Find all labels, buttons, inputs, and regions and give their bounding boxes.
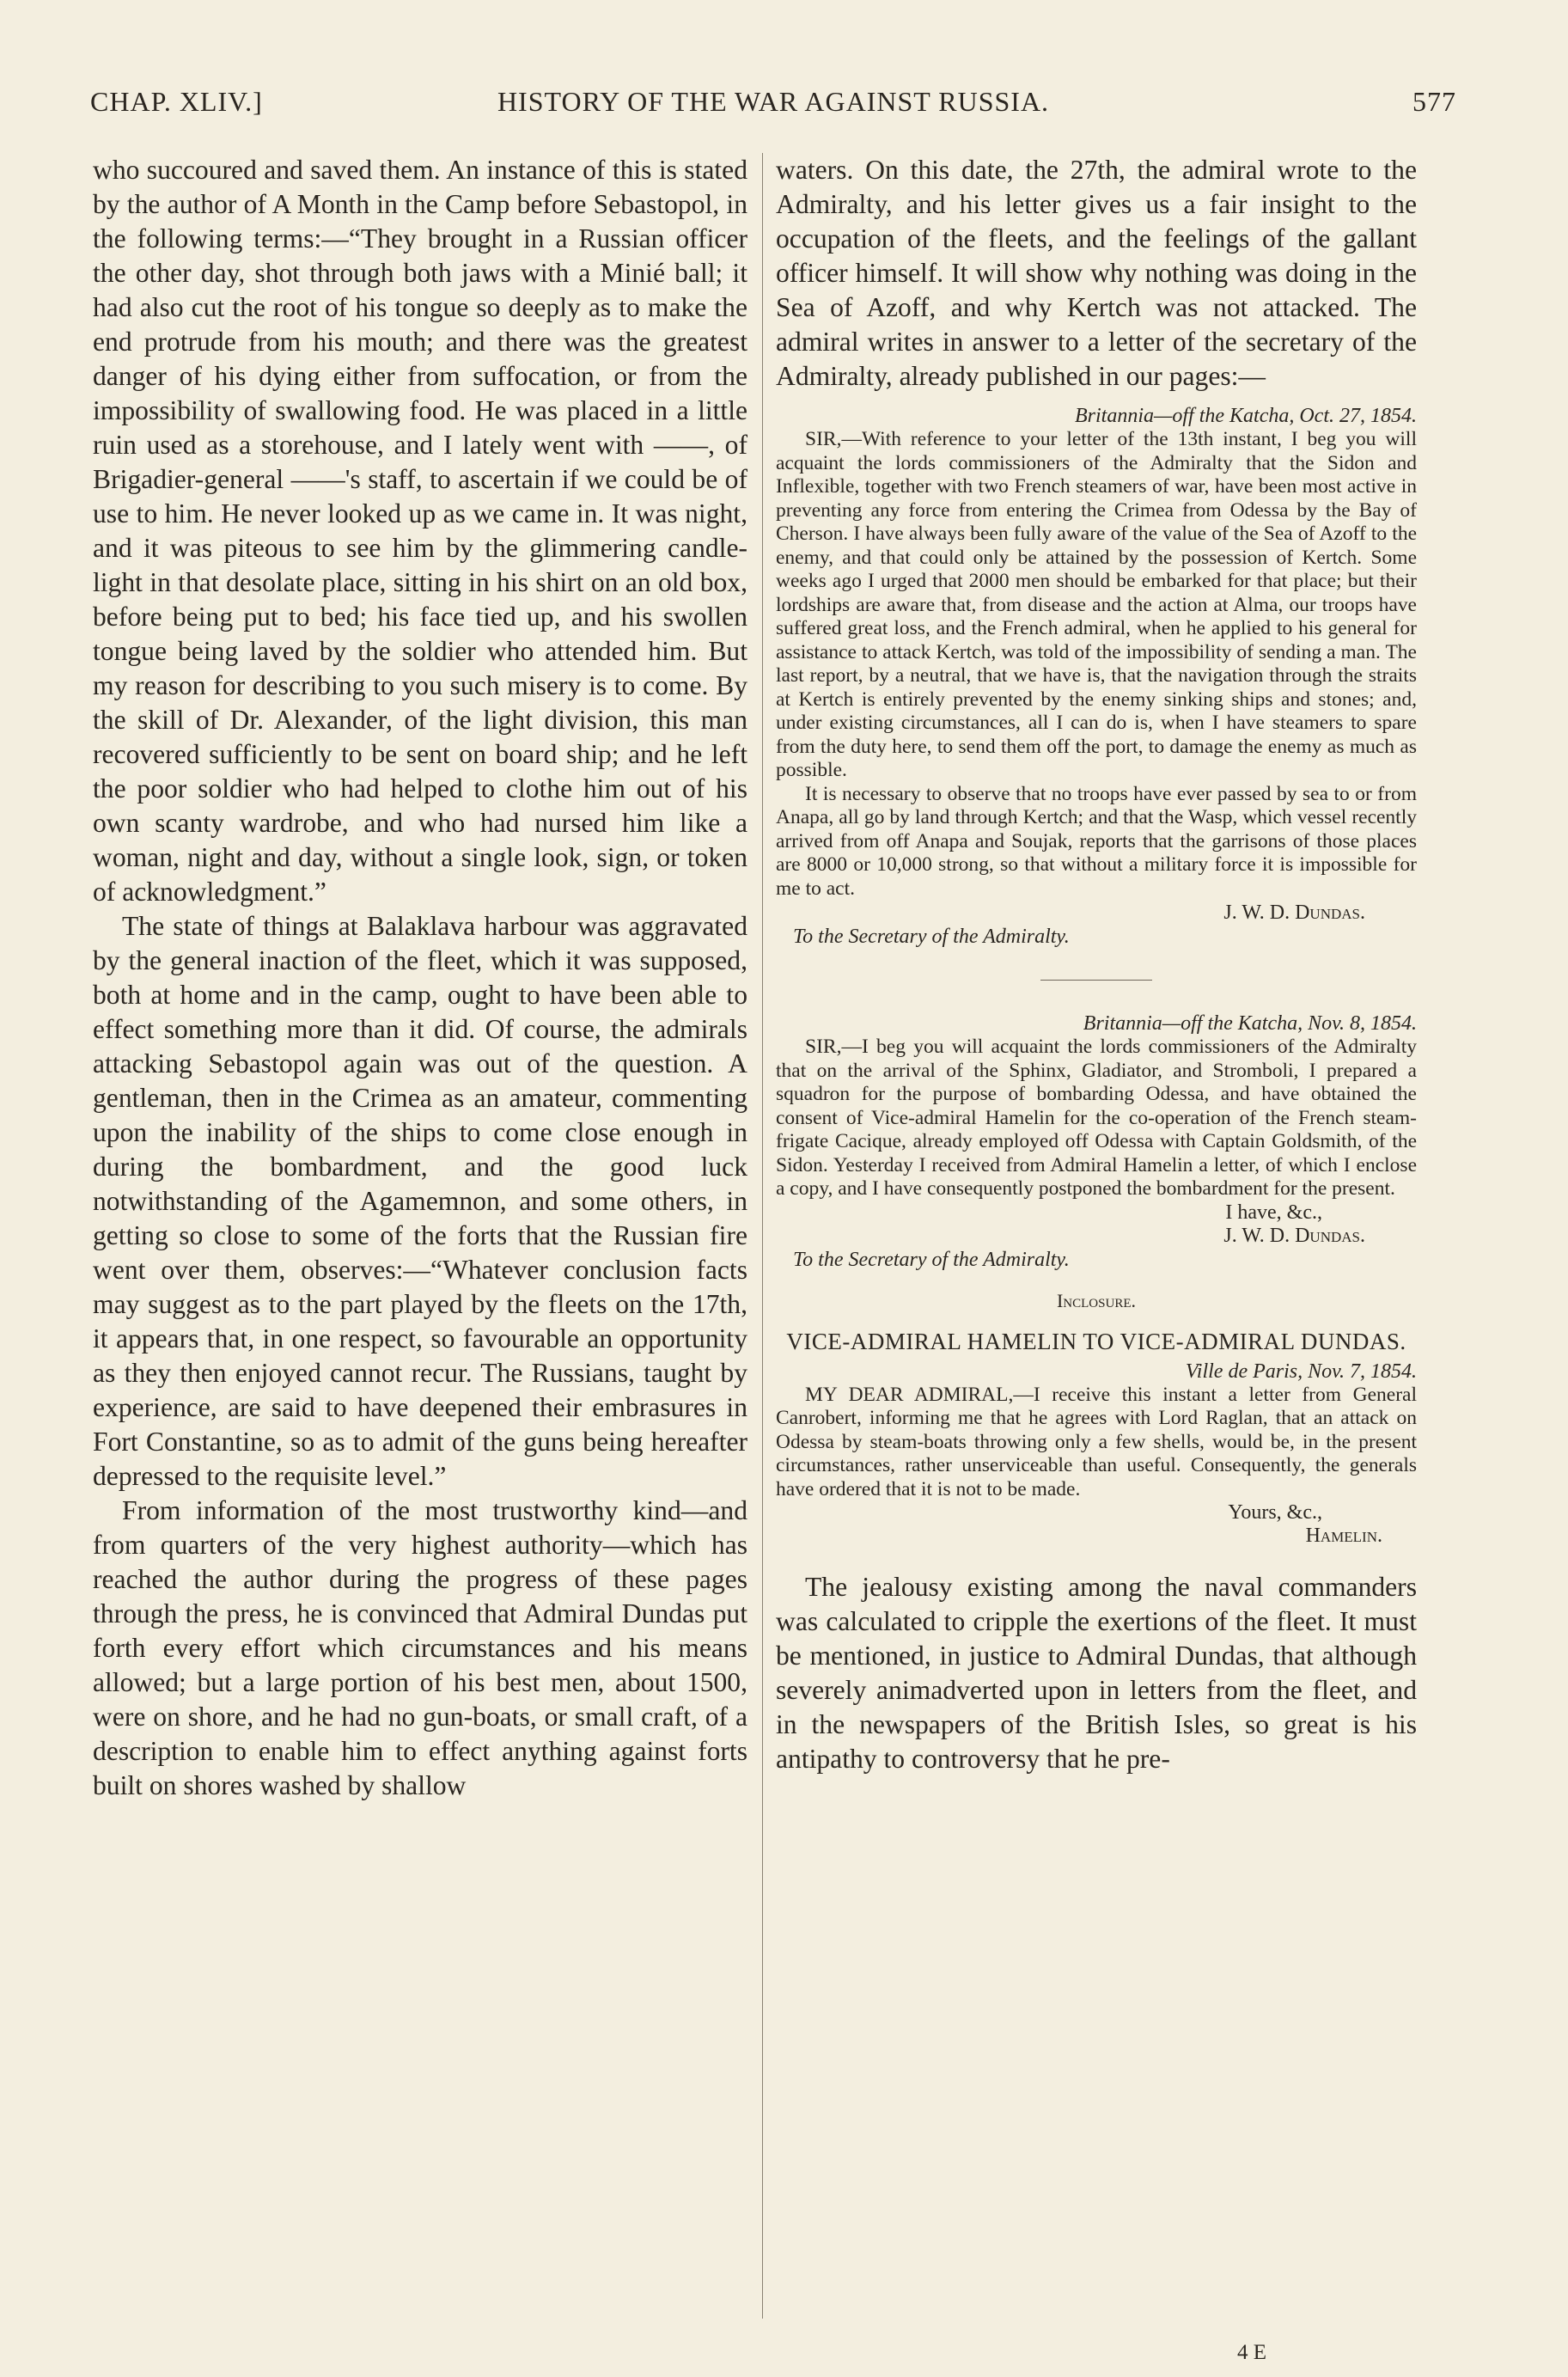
letter3-dateline: Ville de Paris, Nov. 7, 1854. — [1185, 1360, 1417, 1383]
page-title: HISTORY OF THE WAR AGAINST RUSSIA. — [497, 86, 1050, 117]
inclosure-heading: VICE-ADMIRAL HAMELIN TO VICE-ADMIRAL DUNDAS. — [786, 1328, 1406, 1354]
column-divider — [762, 153, 763, 2319]
letter3-signature: Hamelin. — [1305, 1525, 1382, 1547]
right-intro-paragraph: waters. On this date, the 27th, the admiral wrote to the Admiralty, and his letter gives us a fair insight to the occupation of the fleets, and the feelings of the gallant officer himself. It will show why nothing was doing in the Sea of Azoff, and why Kertch was not attacked. The admiral writes in answer to a letter of the secretary of the Admiralty, already published in our pages:— — [776, 155, 1417, 391]
left-paragraph-3: From information of the most trustworthy kind—and from quarters of the very highest authority—which has reached the author during the progress of these pages through the press, he is convinced that Admiral Dundas put forth every effort which circumstances and his means allowed; but a large portion of his best men, about 1500, were on shore, and he had no gun-boats, or small craft, of a description to enable him to effect anything against forts built on shores washed by shallow — [93, 1495, 747, 1800]
letter1-dateline: Britannia—off the Katcha, Oct. 27, 1854. — [1075, 405, 1417, 427]
left-paragraph-1: who succoured and saved them. An instance of this is stated by the author of A Month in the Camp before Sebastopol, in the following terms:—“They brought in a Russian officer the other day, shot through both jaws with a Minié ball; it had also cut the root of his tongue so deeply as to make the end protrude from his mouth; and there was the greatest danger of his dying either from suffocation, or from the impossibility of swallowing food. He was placed in a little ruin used as a storehouse, and I lately went with ——, of Brigadier-general ——'s staff, to ascertain if we could be of use to him. He never looked up as we came in. It was night, and it was piteous to see him by the glimmering candle-light in that desolate place, sitting in his shirt on an old box, before being put to bed; his face tied up, and his swollen tongue being laved by the soldier who attended him. But my reason for describing to you such misery is to come. By the skill of Dr. Alexander, of the light division, this man recovered sufficiently to be sent on board ship; and he left the poor soldier who had helped to clothe him out of his own scanty wardrobe, and who had nursed him like a woman, night and day, without a single look, sign, or token of acknowledgment.” — [93, 155, 747, 907]
letter1-body-1: SIR,—With reference to your letter of the 13th instant, I beg you will acquaint the lords commissioners of the Admiralty that the Sidon and Inflexible, together with two French steamers of war, have been most active in preventing any force from entering the Crimea from Odessa by the Bay of Cherson. I have always been fully aware of the value of the Sea of Azoff to the enemy, and that could only be attained by the possession of Kertch. Some weeks ago I urged that 2000 men should be embarked for that place; but their lordships are aware that, from disease and the action at Alma, our troops have suffered great loss, and the French admiral, when he applied to his general for assistance to attack Kertch, was told of the impossibility of sending a man. The last report, by a neutral, that we have is, that the navigation through the straits at Kertch is entirely prevented by the enemy sinking ships and stones; and, under existing circumstances, all I can do is, when I have steamers to spare from the duty here, to send them off the port, to damage the enemy as much as possible. — [776, 428, 1417, 781]
letter2-signature: J. W. D. Dundas. — [1223, 1224, 1365, 1247]
closing-paragraph: The jealousy existing among the naval commanders was calculated to cripple the exertions of the fleet. It must be mentioned, in justice to Admiral Dundas, that although severely animadverted upon in letters from the fleet, and in the newspapers of the British Isles, so great is his antipathy to controversy that he pre- — [776, 1572, 1417, 1774]
running-header — [90, 86, 1456, 129]
page-number: 577 — [1412, 86, 1456, 117]
letter-nov-7 — [776, 1360, 1417, 1549]
left-paragraph-2: The state of things at Balaklava harbour was aggravated by the general inaction of the fleet, which it was supposed, both at home and in the camp, ought to have been able to effect something more than it did. Of course, the admirals attacking Sebastopol again was out of the question. A gentleman, then in the Crimea as an amateur, commenting upon the inability of the ships to come close enough in during the bombardment, and the good luck notwithstanding of the Agamemnon, and some others, in getting so close to some of the forts that the Russian fire went over them, observes:—“Whatever conclusion facts may suggest as to the part played by the fleets on the 17th, it appears that, in one respect, so favourable an opportunity as they then enjoyed cannot recur. The Russians, taught by experience, are said to have deepened their embrasures in Fort Constantine, so as to admit of the guns being hereafter depressed to the requisite level.” — [93, 911, 747, 1491]
letter1-addressee: To the Secretary of the Admiralty. — [793, 926, 1070, 948]
letter1-signature: J. W. D. Dundas. — [1223, 901, 1365, 924]
letter3-closing: Yours, &c., — [1228, 1501, 1322, 1524]
section-separator — [1040, 980, 1152, 981]
letter2-addressee: To the Secretary of the Admiralty. — [793, 1248, 1070, 1271]
letter2-closing: I have, &c., — [1225, 1201, 1322, 1224]
left-column — [93, 153, 747, 1803]
letter3-body: MY DEAR ADMIRAL,—I receive this instant a letter from General Canrobert, informing me that he agrees with Lord Raglan, that an attack on Odessa by steam-boats throwing only a few shells, would be, in the present circumstances, rather unserviceable than useful. Consequently, the generals have ordered that it is not to be made. — [776, 1383, 1417, 1500]
chapter-label: CHAP. XLIV.] — [90, 86, 263, 117]
signature-mark: 4 E — [1237, 2341, 1267, 2364]
letter2-body: SIR,—I beg you will acquaint the lords commissioners of the Admiralty that on the arrival of the Sphinx, Gladiator, and Stromboli, I prepared a squadron for the purpose of bombarding Odessa, and have obtained the consent of Vice-admiral Hamelin for the co-operation of the French steam-frigate Cacique, already employed off Odessa with Captain Goldsmith, of the Sidon. Yesterday I received from Admiral Hamelin a letter, of which I enclose a copy, and I have consequently postponed the bombardment for the present. — [776, 1036, 1417, 1200]
letter1-body-2: It is necessary to observe that no troops have ever passed by sea to or from Anapa, all go by land through Kertch; and that the Wasp, which vessel recently arrived from off Anapa and Soujak, reports that the garrisons of those places are 8000 or 10,000 strong, so that without a military force it is impossible for me to act. — [776, 782, 1417, 900]
right-column — [776, 153, 1417, 1776]
letter2-dateline: Britannia—off the Katcha, Nov. 8, 1854. — [1083, 1012, 1417, 1035]
letter-oct-27 — [776, 404, 1417, 949]
inclosure-label: Inclosure. — [1056, 1289, 1136, 1311]
letter-nov-8 — [776, 1011, 1417, 1272]
